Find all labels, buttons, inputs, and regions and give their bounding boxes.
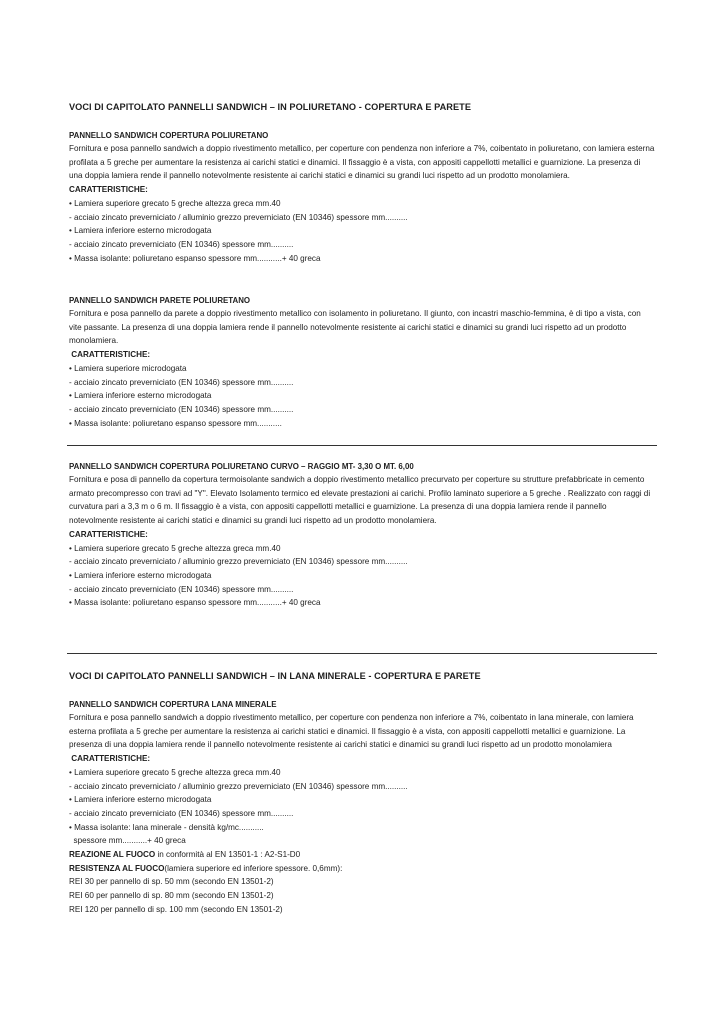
feature-line: • Massa isolante: poliuretano espanso spessore mm...........+ 40 greca: [69, 598, 321, 608]
feature-line: • Lamiera inferiore esterno microdogata: [69, 226, 212, 236]
resistenza-label: RESISTENZA AL FUOCO: [69, 863, 165, 873]
reazione-text: in conformità al EN 13501-1 : A2-S1-D0: [155, 850, 301, 860]
description: Fornitura e posa pannello da parete a doppio rivestimento metallico con isolamento in poliuretano. Il giunto, con incastri maschio-femmina, è di tipo a vista, con vite passante. La presenza di una doppia lamiera rende il pannello notevolmente resistente ai carichi statici e dinamici su grandi luci rispetto ad un prodotto monolamiera.: [69, 309, 641, 346]
reazione-line: [69, 848, 655, 862]
feature-line: - acciaio zincato preverniciato / alluminio grezzo preverniciato (EN 10346) spessore mm..........: [69, 212, 408, 222]
divider: [67, 653, 657, 654]
feature-line: • Massa isolante: lana minerale - densità kg/mc...........: [69, 822, 264, 832]
feature-line: - acciaio zincato preverniciato (EN 10346) spessore mm..........: [69, 377, 294, 387]
description: Fornitura e posa pannello sandwich a doppio rivestimento metallico, per coperture con pendenza non inferiore a 7%, coibentato in lana minerale, con lamiera esterna profilata a 5 greche per aumentare la resistenza ai carichi statici e dinamici. Il fissaggio è a vista, con appositi cappellotti metallici e guarnizione. La presenza di una doppia lamiera rende il pannello notevolmente resistente ai carichi statici e dinamici su grandi luci rispetto ad un prodotto monolamiera: [69, 713, 634, 750]
resistenza-line: [69, 862, 655, 876]
heading-parete-poliuretano: PANNELLO SANDWICH PARETE POLIURETANO: [69, 296, 251, 305]
feature-line: - acciaio zincato preverniciato (EN 10346) spessore mm..........: [69, 584, 294, 594]
heading-copertura-curvo: PANNELLO SANDWICH COPERTURA POLIURETANO CURVO – RAGGIO MT- 3,30 O MT. 6,00: [69, 462, 414, 471]
description: Fornitura e posa di pannello da copertura termoisolante sandwich a doppio rivestimento metallico precurvato per coperture su strutture prefabbricate in cemento armato precompresso con travi ad "Y". Elevato Isolamento termico ed elevate prestazioni ai carichi. Profilo laminato superiore a 5 greche . Realizzato con raggi di curvatura pari a 3,3 m o 6 m. Il fissaggio è a vista, con appositi cappellotti metallici e guarnizione. La presenza di una doppia lamiera rende il pannello notevolmente resistente ai carichi statici e dinamici su grandi luci rispetto ad un prodotto monolamiera.: [69, 475, 651, 526]
feature-line: • Massa isolante: poliuretano espanso spessore mm...........: [69, 418, 282, 428]
feature-line: • Lamiera inferiore esterno microdogata: [69, 391, 212, 401]
feature-line: • Lamiera superiore grecato 5 greche altezza greca mm.40: [69, 767, 281, 777]
section-title-lana-minerale: VOCI DI CAPITOLATO PANNELLI SANDWICH – IN LANA MINERALE - COPERTURA E PARETE: [69, 671, 481, 681]
feature-line: • Lamiera inferiore esterno microdogata: [69, 570, 212, 580]
feature-line: - acciaio zincato preverniciato (EN 10346) spessore mm..........: [69, 239, 294, 249]
feature-line: • Lamiera superiore grecato 5 greche altezza greca mm.40: [69, 543, 281, 553]
heading-copertura-poliuretano: PANNELLO SANDWICH COPERTURA POLIURETANO: [69, 131, 269, 140]
feature-line: - acciaio zincato preverniciato / alluminio grezzo preverniciato (EN 10346) spessore mm..........: [69, 781, 408, 791]
features-label: CARATTERISTICHE:: [69, 350, 151, 360]
feature-line: • Lamiera superiore grecato 5 greche altezza greca mm.40: [69, 198, 281, 208]
divider: [67, 445, 657, 446]
block-parete-poliuretano: [69, 307, 655, 430]
feature-line: - acciaio zincato preverniciato (EN 10346) spessore mm..........: [69, 404, 294, 414]
features-label: CARATTERISTICHE:: [69, 185, 148, 195]
rei-line: REI 120 per pannello di sp. 100 mm (secondo EN 13501-2): [69, 904, 283, 914]
feature-line: - acciaio zincato preverniciato / alluminio grezzo preverniciato (EN 10346) spessore mm..........: [69, 557, 408, 567]
feature-line: spessore mm...........+ 40 greca: [69, 836, 186, 846]
block-copertura-poliuretano: [69, 142, 655, 265]
resistenza-text: (lamiera superiore ed inferiore spessore. 0,6mm):: [164, 863, 343, 873]
block-copertura-curvo: [69, 473, 655, 610]
rei-line: REI 60 per pannello di sp. 80 mm (secondo EN 13501-2): [69, 891, 274, 901]
heading-copertura-lana-minerale: PANNELLO SANDWICH COPERTURA LANA MINERALE: [69, 700, 277, 709]
description: Fornitura e posa pannello sandwich a doppio rivestimento metallico, per coperture con pendenza non inferiore a 7%, coibentato in poliuretano, con lamiera esterna profilata a 5 greche per aumentare la resistenza ai carichi statici e dinamici. Il fissaggio è a vista, con appositi cappellotti metallici e guarnizione. La presenza di una doppia lamiera rende il pannello notevolmente resistente ai carichi statici e dinamici su grandi luci rispetto ad un prodotto monolamiera.: [69, 144, 655, 181]
features-label: CARATTERISTICHE:: [69, 754, 151, 764]
reazione-label: REAZIONE AL FUOCO: [69, 850, 156, 860]
rei-line: REI 30 per pannello di sp. 50 mm (secondo EN 13501-2): [69, 877, 274, 887]
feature-line: - acciaio zincato preverniciato (EN 10346) spessore mm..........: [69, 808, 294, 818]
section-title-poliuretano: VOCI DI CAPITOLATO PANNELLI SANDWICH – IN POLIURETANO - COPERTURA E PARETE: [69, 102, 472, 112]
block-copertura-lana-minerale: [69, 711, 655, 917]
feature-line: • Lamiera inferiore esterno microdogata: [69, 795, 212, 805]
feature-line: • Lamiera superiore microdogata: [69, 363, 187, 373]
features-label: CARATTERISTICHE:: [69, 529, 148, 539]
feature-line: • Massa isolante: poliuretano espanso spessore mm...........+ 40 greca: [69, 253, 321, 263]
